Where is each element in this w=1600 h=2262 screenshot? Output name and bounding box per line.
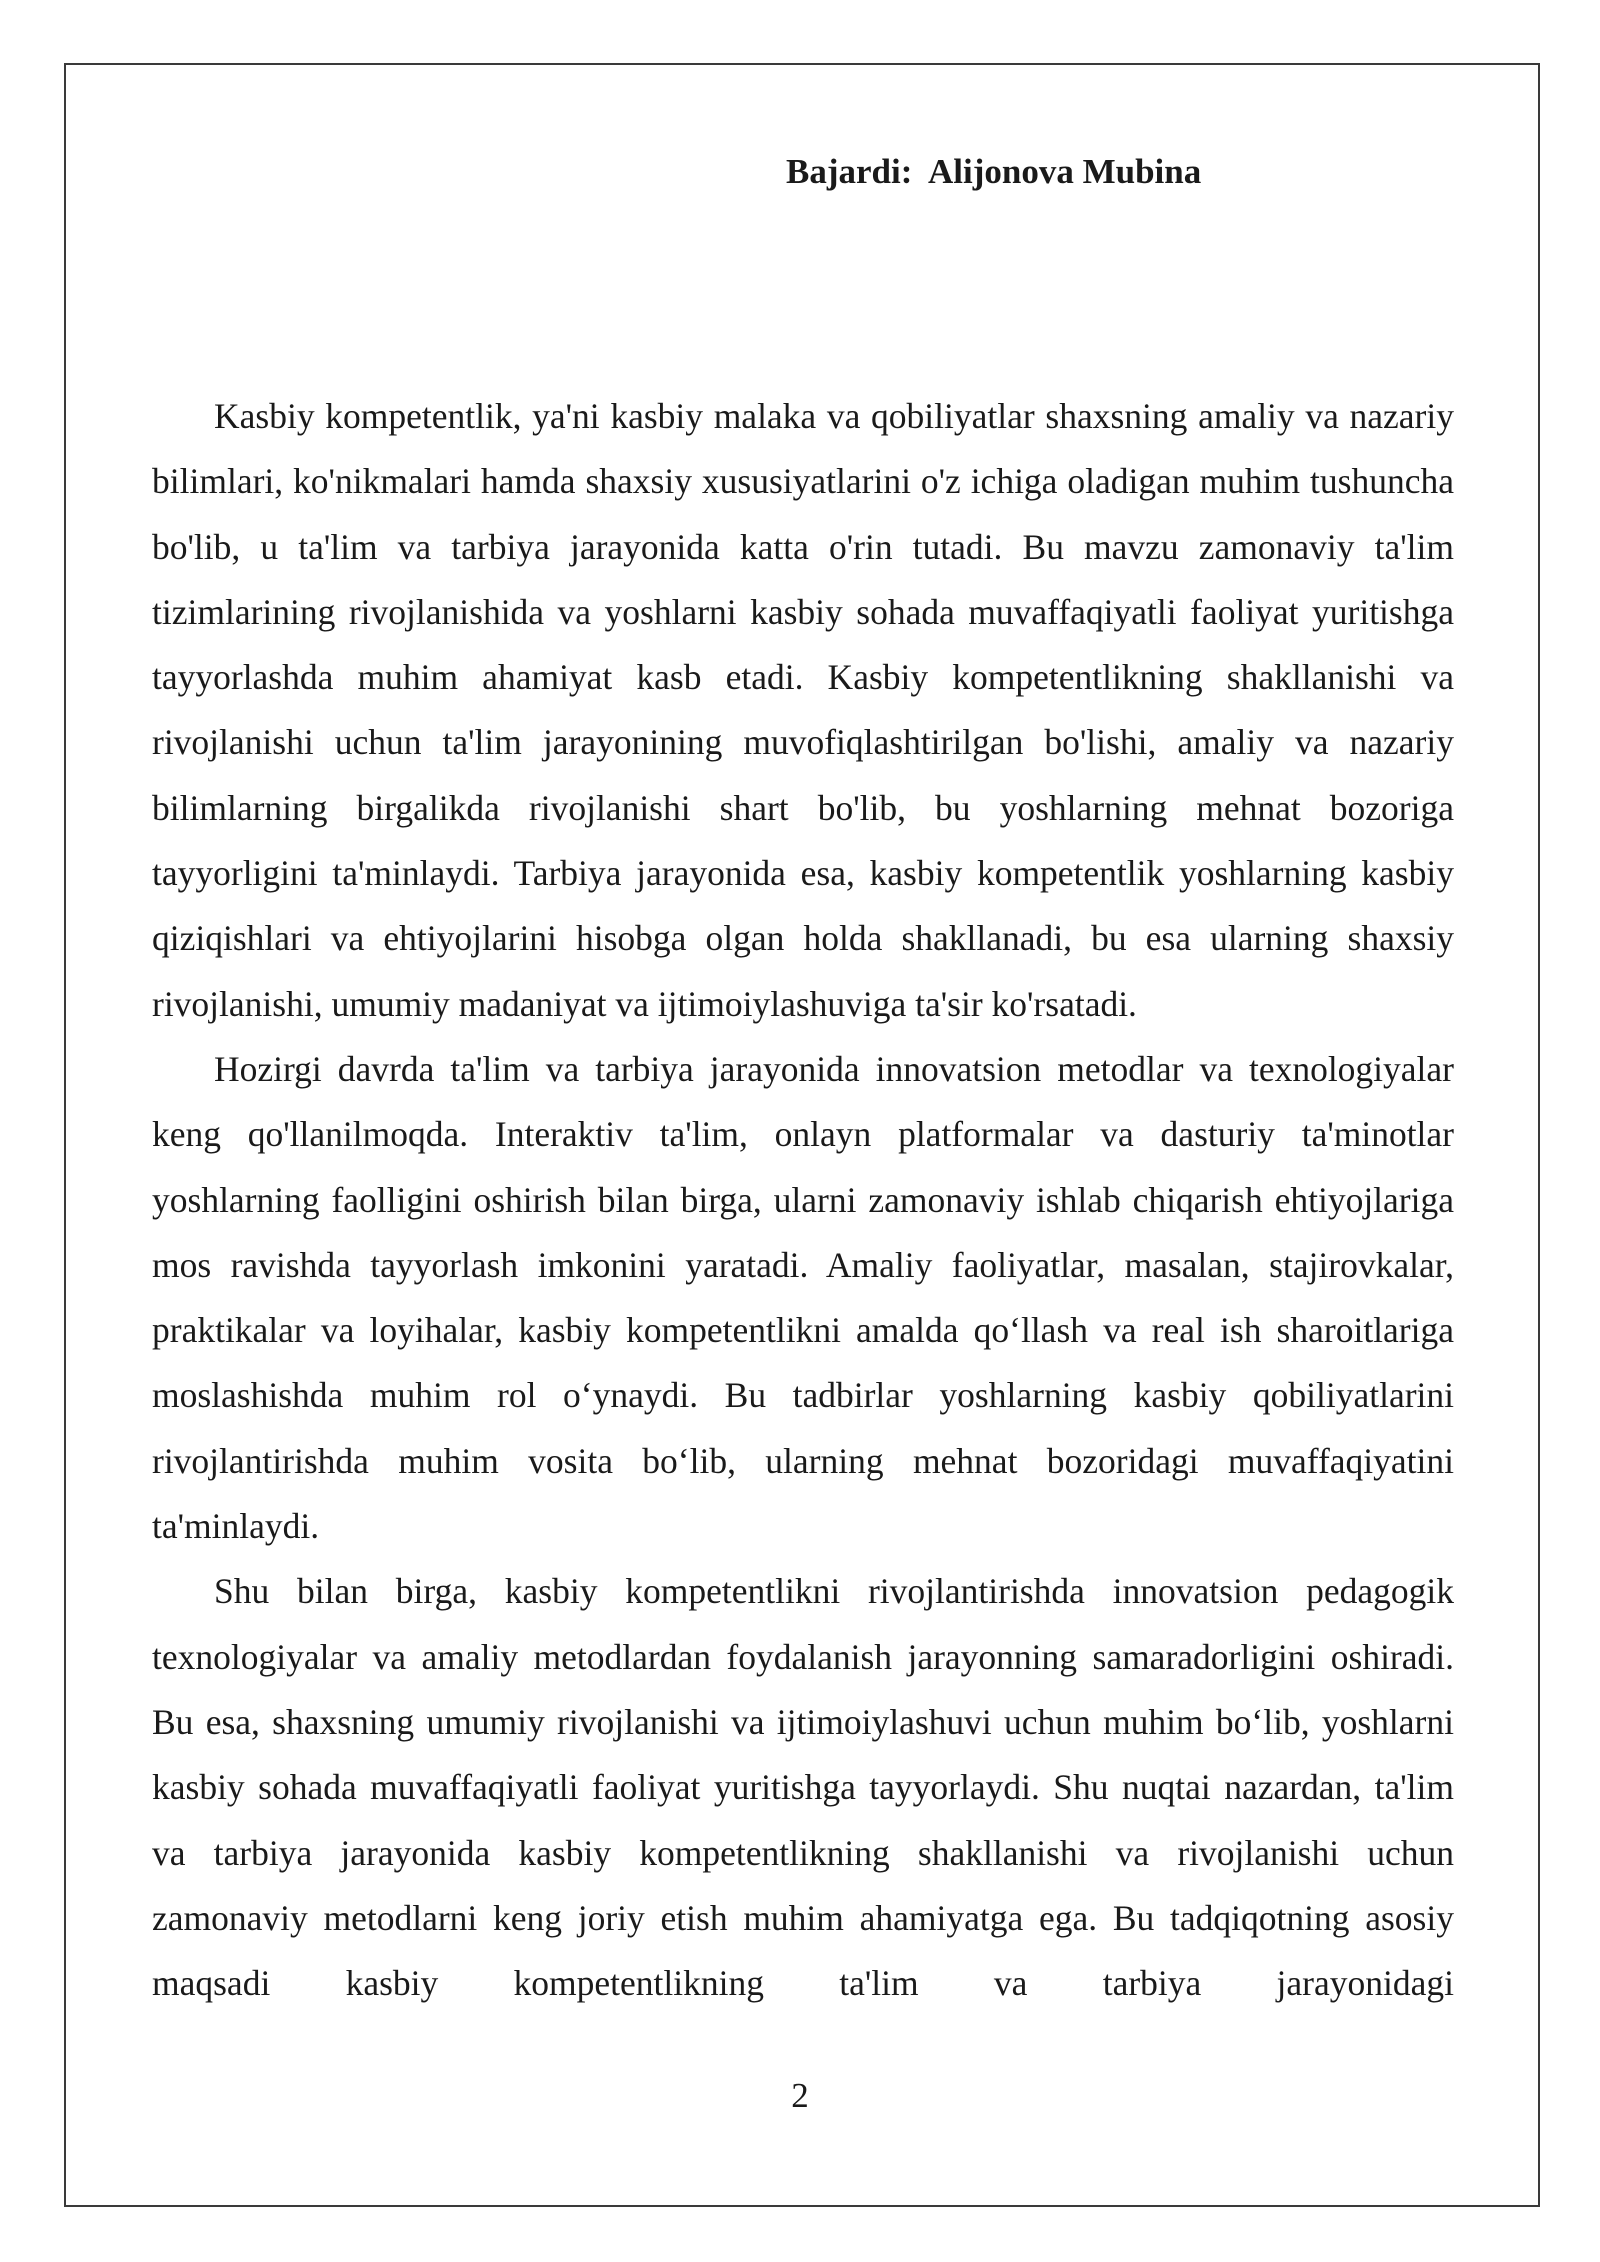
document-body: [152, 384, 1454, 2016]
author-credit: [786, 148, 1201, 196]
paragraph-3: Shu bilan birga, kasbiy kompetentlikni rivojlantirishda innovatsion pedagogik texnologiyalar va amaliy metodlardan foydalanish jarayonning samaradorligini oshiradi. Bu esa, shaxsning umumiy rivojlanishi va ijtimoiylashuvi uchun muhim bo‘lib, yoshlarni kasbiy sohada muvaffaqiyatli faoliyat yuritishga tayyorlaydi. Shu nuqtai nazardan, ta'lim va tarbiya jarayonida kasbiy kompetentlikning shakllanishi va rivojlanishi uchun zamonaviy metodlarni keng joriy etish muhim ahamiyatga ega. Bu tadqiqotning asosiy maqsadi kasbiy kompetentlikning ta'lim va tarbiya jarayonidagi: [152, 1571, 1454, 2004]
page-number: 2: [791, 2076, 809, 2115]
author-name: Alijonova Mubina: [927, 152, 1202, 191]
author-label: Bajardi:: [786, 152, 913, 191]
paragraph-1: Kasbiy kompetentlik, ya'ni kasbiy malaka va qobiliyatlar shaxsning amaliy va nazariy bilimlari, ko'nikmalari hamda shaxsiy xususiyatlarini o'z ichiga oladigan muhim tushuncha bo'lib, u ta'lim va tarbiya jarayonida katta o'rin tutadi. Bu mavzu zamonaviy ta'lim tizimlarining rivojlanishida va yoshlarni kasbiy sohada muvaffaqiyatli faoliyat yuritishga tayyorlashda muhim ahamiyat kasb etadi. Kasbiy kompetentlikning shakllanishi va rivojlanishi uchun ta'lim jarayonining muvofiqlashtirilgan bo'lishi, amaliy va nazariy bilimlarning birgalikda rivojlanishi shart bo'lib, bu yoshlarning mehnat bozoriga tayyorligini ta'minlaydi. Tarbiya jarayonida esa, kasbiy kompetentlik yoshlarning kasbiy qiziqishlari va ehtiyojlarini hisobga olgan holda shakllanadi, bu esa ularning shaxsiy rivojlanishi, umumiy madaniyat va ijtimoiylashuviga ta'sir ko'rsatadi.: [152, 396, 1454, 1024]
paragraph-2: Hozirgi davrda ta'lim va tarbiya jarayonida innovatsion metodlar va texnologiyalar keng qo'llanilmoqda. Interaktiv ta'lim, onlayn platformalar va dasturiy ta'minotlar yoshlarning faolligini oshirish bilan birga, ularni zamonaviy ishlab chiqarish ehtiyojlariga mos ravishda tayyorlash imkonini yaratadi. Amaliy faoliyatlar, masalan, stajirovkalar, praktikalar va loyihalar, kasbiy kompetentlikni amalda qo‘llash va real ish sharoitlariga moslashishda muhim rol o‘ynaydi. Bu tadbirlar yoshlarning kasbiy qobiliyatlarini rivojlantirishda muhim vosita bo‘lib, ularning mehnat bozoridagi muvaffaqiyatini ta'minlaydi.: [152, 1048, 1454, 1547]
